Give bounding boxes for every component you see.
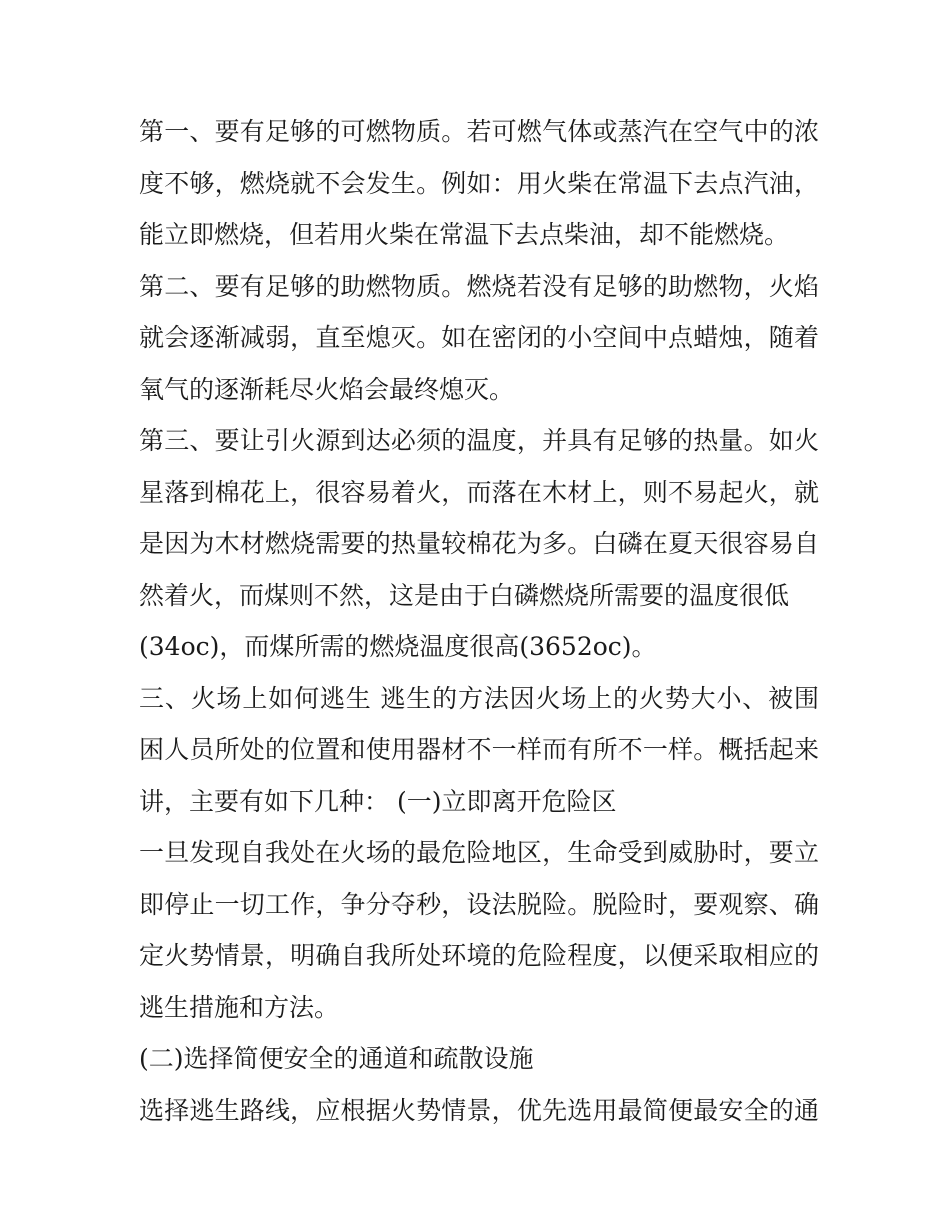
- text-line: (34oc)，而煤所需的燃烧温度很高(3652oc)。: [139, 632, 657, 661]
- text-line: 选择逃生路线，应根据火势情景，优先选用最简便最安全的通: [139, 1095, 819, 1125]
- text-line: 逃生措施和方法。: [139, 992, 340, 1022]
- text-line: 即停止一切工作，争分夺秒，设法脱险。脱险时，要观察、确: [139, 889, 819, 919]
- text-line: 能立即燃烧，但若用火柴在常温下去点柴油，却不能燃烧。: [139, 220, 790, 249]
- text-line: 氧气的逐渐耗尽火焰会最终熄灭。: [139, 374, 515, 404]
- text-line: 第一、要有足够的可燃物质。若可燃气体或蒸汽在空气中的浓: [139, 117, 819, 146]
- text-line: 一旦发现自我处在火场的最危险地区，生命受到威胁时，要立: [139, 838, 819, 867]
- text-line: 然着火，而煤则不然，这是由于白磷燃烧所需要的温度很低: [139, 580, 790, 610]
- text-line: 度不够，燃烧就不会发生。例如：用火柴在常温下去点汽油，: [139, 168, 819, 198]
- text-line: 星落到棉花上，很容易着火，而落在木材上，则不易起火，就: [139, 477, 819, 507]
- text-line: 讲，主要有如下几种： (一)立即离开危险区: [139, 786, 617, 816]
- text-line: (二)选择简便安全的通道和疏散设施: [139, 1044, 534, 1073]
- text-line: 就会逐渐减弱，直至熄灭。如在密闭的小空间中点蜡烛，随着: [139, 323, 819, 352]
- text-line: 困人员所处的位置和使用器材不一样而有所不一样。概括起来: [139, 735, 819, 764]
- document-body: [139, 106, 819, 1136]
- text-line: 定火势情景，明确自我所处环境的危险程度，以便采取相应的: [139, 941, 819, 970]
- text-line: 是因为木材燃烧需要的热量较棉花为多。白磷在夏天很容易自: [139, 529, 819, 558]
- text-line: 第三、要让引火源到达必须的温度，并具有足够的热量。如火: [139, 426, 819, 455]
- text-line: 三、火场上如何逃生 逃生的方法因火场上的火势大小、被围: [139, 683, 819, 713]
- text-line: 第二、要有足够的助燃物质。燃烧若没有足够的助燃物，火焰: [139, 271, 819, 301]
